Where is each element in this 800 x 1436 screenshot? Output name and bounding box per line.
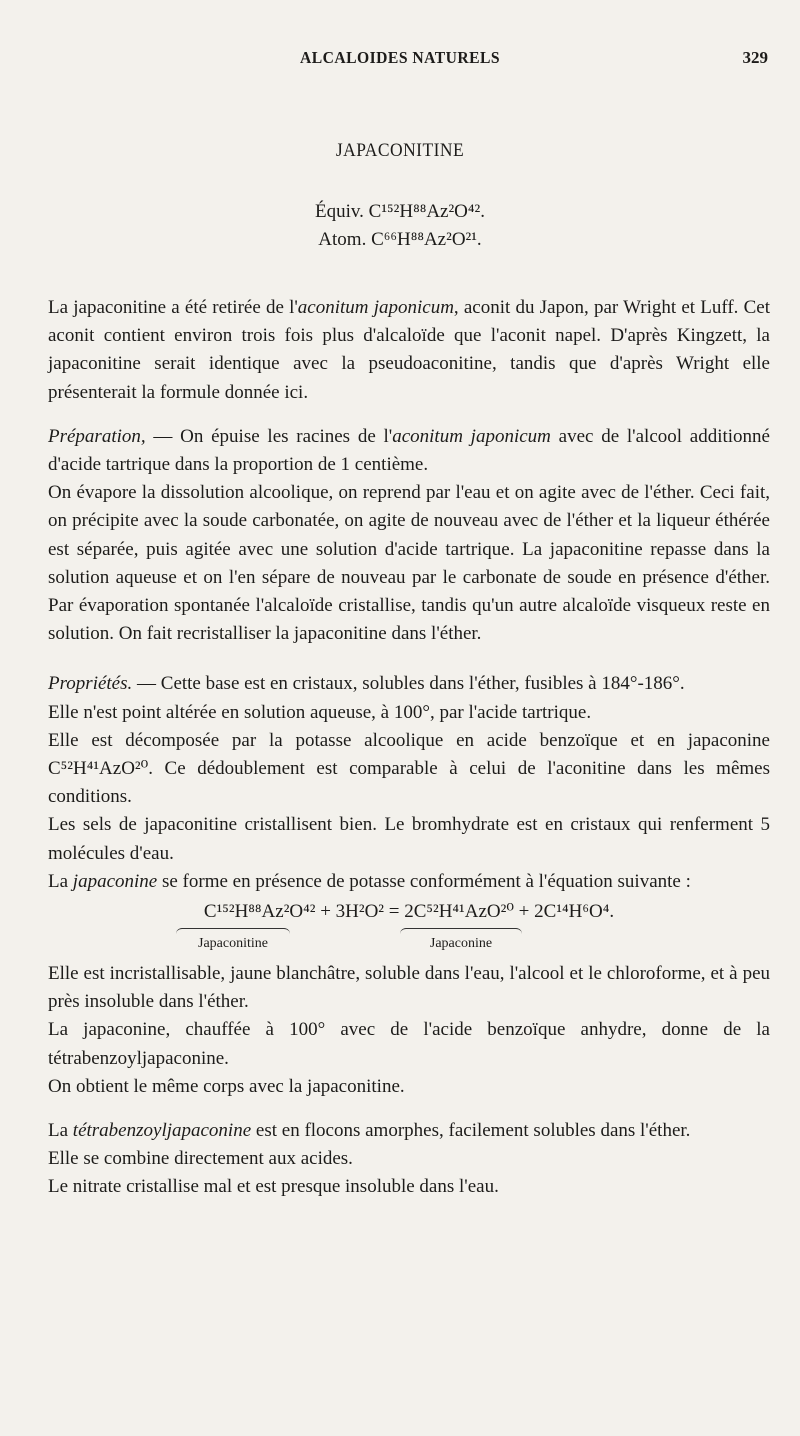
- paragraph-meme-corps: On obtient le même corps avec la japaconitine.: [48, 1075, 405, 1097]
- text-run: La: [48, 1120, 73, 1142]
- subsection-heading: Préparation,: [48, 425, 146, 447]
- paragraph-sels: Les sels de japaconitine cristallisent bien. Le bromhydrate est en cristaux qui renferment 5 molécules d'eau.: [48, 814, 770, 864]
- paragraph-proprietes: [48, 670, 770, 698]
- text-run: se forme en présence de potasse conformément à l'équation suivante :: [157, 870, 691, 892]
- paragraph-preparation-2: On évapore la dissolution alcoolique, on reprend par l'eau et on agite avec de l'éther. Ceci fait, on précipite avec la soude carbonatée, on agite de nouveau avec de l'éther et la liqueur éthérée est séparée, puis agitée avec une solution d'acide tartrique. La japaconitine repasse dans la solution aqueuse et on l'en sépare de nouveau par le carbonate de soude en présence d'éther. Par évaporation spontanée l'alcaloïde cristallise, tandis qu'un autre alcaloïde visqueux reste en solution. On fait recristalliser la japaconitine dans l'éther.: [48, 482, 770, 645]
- equation-line: C¹⁵²H⁸⁸Az²O⁴² + 3H²O² = 2C⁵²H⁴¹AzO²⁰ + 2C¹⁴H⁶O⁴.: [203, 901, 615, 923]
- text-run: , aconit du Japon, par Wright et Luff. Cet aconit contient environ trois fois plus d'alcaloïde que l'aconit napel. D'après Kingzett, la japaconitine serait identique avec la pseudoaconitine, tandis que d'après Wright elle présenterait la formule donnée ici.: [48, 297, 770, 403]
- paragraph-intro: [48, 294, 770, 407]
- paragraph-decomposee: Elle est décomposée par la potasse alcoolique en acide benzoïque et en japaconine C⁵²H⁴¹AzO²⁰. Ce dédoublement est comparable à celui de l'aconitine dans les mêmes conditions.: [48, 729, 770, 808]
- paragraph-combine: Elle se combine directement aux acides.: [48, 1148, 353, 1170]
- equiv-formula: Équiv. C¹⁵²H⁸⁸Az²O⁴².: [315, 201, 485, 222]
- paragraph-nitrate: Le nitrate cristallise mal et est presque insoluble dans l'eau.: [48, 1176, 499, 1198]
- italic-term: japaconine: [72, 870, 158, 892]
- italic-term: aconitum japonicum: [392, 425, 551, 447]
- section-title: JAPACONITINE: [335, 140, 465, 161]
- text-run: — Cette base est en cristaux, solubles dans l'éther, fusibles à 184°-186°.: [132, 673, 685, 695]
- equation-label-japaconine: Japaconine: [429, 936, 493, 952]
- text-run: avec de l'alcool additionné d'acide tartrique dans la proportion de 1 centième.: [48, 425, 770, 476]
- italic-term: tétrabenzoyljapaconine: [72, 1120, 252, 1142]
- running-title: ALCALOIDES NATURELS: [299, 48, 501, 67]
- atom-formula: Atom. C⁶⁶H⁸⁸Az²O²¹.: [318, 229, 482, 250]
- paragraph-japaconine: [48, 868, 770, 896]
- running-header: [0, 48, 800, 76]
- chemical-equation: [48, 898, 770, 960]
- text-run: — On épuise les racines de l': [145, 425, 393, 447]
- paragraph-alteree: Elle n'est point altérée en solution aqueuse, à 100°, par l'acide tartrique.: [48, 701, 592, 723]
- subsection-heading: Propriétés.: [48, 673, 133, 695]
- paragraph-tetrabenzoyl: [48, 1117, 770, 1145]
- formula-block: [0, 198, 800, 254]
- equation-labels: [48, 930, 770, 954]
- text-run: La: [48, 870, 73, 892]
- paragraph-preparation: [48, 423, 770, 479]
- page-number: 329: [742, 48, 768, 67]
- body-text: [48, 294, 770, 1202]
- text-run: La japaconitine a été retirée de l': [48, 297, 298, 318]
- text-run: est en flocons amorphes, facilement solubles dans l'éther.: [251, 1120, 691, 1142]
- paragraph-chauffee: La japaconine, chauffée à 100° avec de l'acide benzoïque anhydre, donne de la tétrabenzoyljapaconine.: [48, 1019, 770, 1069]
- paragraph-incristallisable: Elle est incristallisable, jaune blanchâtre, soluble dans l'eau, l'alcool et le chloroforme, et à peu près insoluble dans l'éther.: [48, 963, 770, 1013]
- italic-term: aconitum japonicum: [297, 297, 454, 318]
- equation-label-japaconitine: Japaconitine: [198, 936, 268, 952]
